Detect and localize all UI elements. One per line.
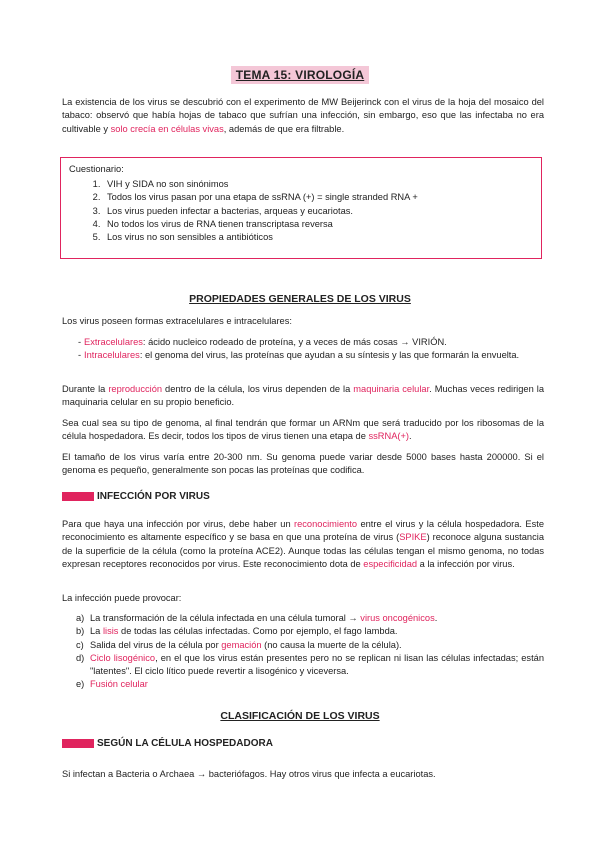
- infection-effects-intro: La infección puede provocar:: [62, 593, 182, 603]
- section-heading-classification: CLASIFICACIÓN DE LOS VIRUS: [220, 710, 380, 722]
- title-wrap: [0, 66, 600, 84]
- recognition-paragraph: Para que haya una infección por virus, debe haber un reconocimiento entre el virus y la célula hospedadora. Este reconocimiento es altamente específico y se basa en que una proteína de virus (SPIKE) reconoce alguna sustancia de la superficie de la célula (como la proteína ACE2). Aunque todas las células tengan el mismo genoma, no todas expresan receptores reconocidos por virus. Este reconocimiento dota de especificidad a la infección por virus.: [62, 519, 544, 569]
- quiz-box: [60, 157, 542, 259]
- quiz-title: Cuestionario:: [69, 164, 124, 174]
- subheading-infection: INFECCIÓN POR VIRUS: [62, 491, 210, 502]
- quiz-item: 5. Los virus no son sensibles a antibióticos: [103, 231, 533, 244]
- quiz-item: 1. VIH y SIDA no son sinónimos: [103, 178, 533, 191]
- list-item: - Extracelulares: ácido nucleico rodeado de proteína, y a veces de más cosas → VIRIÓN.: [78, 337, 447, 347]
- quiz-item: 3. Los virus pueden infectar a bacterias, arqueas y eucariotas.: [103, 205, 533, 218]
- infection-effects-list: [62, 612, 544, 692]
- list-item: - Intracelulares: el genoma del virus, las proteínas que ayudan a su síntesis y las que formarán la envuelta.: [78, 350, 520, 361]
- reproduction-paragraph: Durante la reproducción dentro de la célula, los virus dependen de la maquinaria celular. Muchas veces redirigen la maquinaria celular en su propio beneficio.: [62, 384, 544, 408]
- genome-paragraph: Sea cual sea su tipo de genoma, al final tendrán que formar un ARNm que será traducido por los ribosomas de la célula hospedadora. Es decir, todos los tipos de virus tienen una etapa de ssRNA(+).: [62, 418, 544, 442]
- subheading-host-cell: SEGÚN LA CÉLULA HOSPEDADORA: [62, 738, 273, 749]
- quiz-item: 2. Todos los virus pasan por una etapa de ssRNA (+) = single stranded RNA +: [103, 191, 533, 204]
- page-title: TEMA 15: VIROLOGÍA: [231, 66, 370, 84]
- list-item: b) La lisis de todas las células infectadas. Como por ejemplo, el fago lambda.: [76, 626, 398, 637]
- accent-bar: [62, 492, 94, 501]
- quiz-item: 4. No todos los virus de RNA tienen transcriptasa reversa: [103, 218, 533, 231]
- list-item: d) Ciclo lisogénico, en el que los virus están presentes pero no se replican ni lisan las células infectadas; están "latentes". El ciclo lítico puede revertir a lisogénico y viceversa.: [76, 652, 544, 677]
- properties-intro: Los virus poseen formas extracelulares e intracelulares:: [62, 316, 292, 326]
- quiz-list: [69, 178, 533, 244]
- list-item: c) Salida del virus de la célula por gemación (no causa la muerte de la célula).: [76, 639, 402, 650]
- host-paragraph: Si infectan a Bacteria o Archaea → bacteriófagos. Hay otros virus que infecta a eucariotas.: [62, 769, 436, 779]
- size-paragraph: El tamaño de los virus varía entre 20-300 nm. Su genoma puede variar desde 5000 bases hasta 200000. Si el genoma es pequeño, generalmente son pocas las proteínas que codifica.: [62, 452, 544, 476]
- list-item: a) La transformación de la célula infectada en una célula tumoral → virus oncogénicos.: [76, 613, 438, 623]
- section-heading-properties: PROPIEDADES GENERALES DE LOS VIRUS: [189, 293, 411, 305]
- list-item: e) Fusión celular: [76, 679, 148, 690]
- accent-bar: [62, 739, 94, 748]
- forms-list: [62, 336, 544, 363]
- intro-paragraph: La existencia de los virus se descubrió con el experimento de MW Beijerinck con el virus de la hoja del mosaico del tabaco: observó que había hojas de tabaco que sufrían una infección, sin embargo, eso que las infectaba no era cultivable y solo crecía en células vivas, además de que era filtrable.: [62, 97, 544, 134]
